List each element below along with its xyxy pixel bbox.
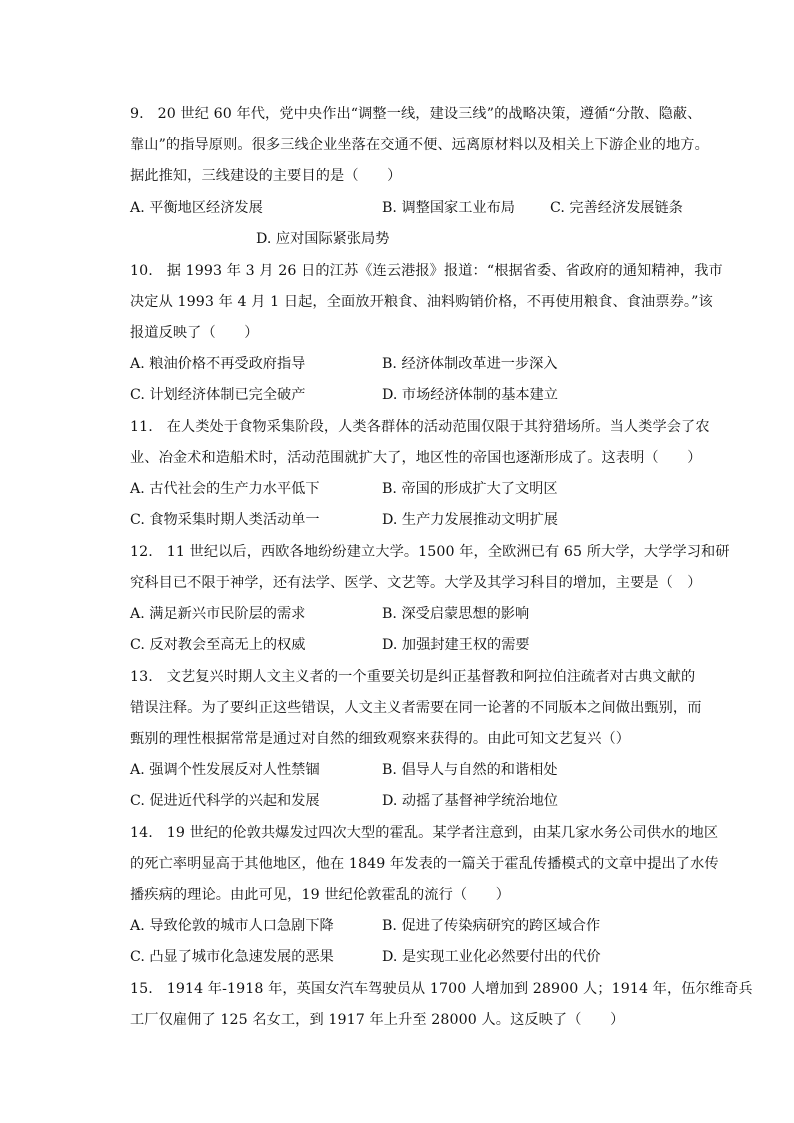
q11-stem-line-1: 11. 在人类处于食物采集阶段，人类各群体的活动范围仅限于其狩猎场所。当人类学会了农	[130, 419, 710, 435]
q15-stem-line-2: 工厂仅雇佣了 125 名女工，到 1917 年上升至 28000 人。这反映了（ ）	[130, 1012, 625, 1028]
q11-stem-line-2: 业、冶金术和造船术时，活动范围就扩大了，地区性的帝国也逐渐形成了。这表明（ ）	[130, 450, 702, 466]
q13-option-b: B. 倡导人与自然的和谐相处	[382, 762, 558, 778]
q13-stem-line-3: 甄别的理性根据常常是通过对自然的细致观察来获得的。由此可知文艺复兴（）	[130, 731, 631, 747]
q9-option-d: D. 应对国际紧张局势	[256, 231, 390, 247]
q10-option-d: D. 市场经济体制的基本建立	[382, 387, 558, 403]
q9-stem-line-2: 靠山”的指导原则。很多三线企业坐落在交通不便、远离原材料以及相关上下游企业的地方。	[130, 137, 709, 153]
q12-stem-line-2: 究科目已不限于神学，还有法学、医学、文艺等。大学及其学习科目的增加，主要是（ ）	[130, 575, 702, 591]
q9-option-a: A. 平衡地区经济发展	[130, 200, 263, 216]
q14-stem-line-3: 播疾病的理论。由此可见，19 世纪伦敦霍乱的流行（ ）	[130, 887, 511, 903]
q13-option-a: A. 强调个性发展反对人性禁锢	[130, 762, 320, 778]
q10-option-c: C. 计划经济体制已完全破产	[130, 387, 306, 403]
q13-stem-line-2: 错误注释。为了要纠正这些错误，人文主义者需要在同一论著的不同版本之间做出甄别，而	[130, 700, 702, 716]
q9-stem-line-1: 9. 20 世纪 60 年代，党中央作出“调整一线，建设三线”的战略决策，遵循“分散、隐蔽、	[130, 106, 702, 122]
q15-stem-line-1: 15. 1914 年-1918 年，英国女汽车驾驶员从 1700 人增加到 28900 人；1914 年，伍尔维奇兵	[130, 981, 753, 997]
q11-option-b: B. 帝国的形成扩大了文明区	[382, 481, 558, 497]
q14-option-c: C. 凸显了城市化急速发展的恶果	[130, 949, 334, 965]
q12-option-c: C. 反对教会至高无上的权威	[130, 637, 306, 653]
q10-stem-line-3: 报道反映了（ ）	[130, 325, 259, 341]
q10-stem-line-2: 决定从 1993 年 4 月 1 日起，全面放开粮食、油料购销价格，不再使用粮食、食油票券。”该	[130, 294, 713, 310]
q14-option-d: D. 是实现工业化必然要付出的代价	[382, 949, 601, 965]
q13-option-d: D. 动摇了基督神学统治地位	[382, 793, 558, 809]
q11-option-d: D. 生产力发展推动文明扩展	[382, 512, 558, 528]
q12-option-a: A. 满足新兴市民阶层的需求	[130, 606, 306, 622]
q10-option-a: A. 粮油价格不再受政府指导	[130, 356, 306, 372]
q11-option-c: C. 食物采集时期人类活动单一	[130, 512, 320, 528]
q12-stem-line-1: 12. 11 世纪以后，西欧各地纷纷建立大学。1500 年，全欧洲已有 65 所大学，大学学习和研	[130, 544, 730, 560]
q13-stem-line-1: 13. 文艺复兴时期人文主义者的一个重要关切是纠正基督教和阿拉伯注疏者对古典文献的	[130, 669, 696, 685]
q12-option-d: D. 加强封建王权的需要	[382, 637, 530, 653]
q10-stem-line-1: 10. 据 1993 年 3 月 26 日的江苏《连云港报》报道：“根据省委、省政府的通知精神，我市	[130, 263, 723, 279]
q9-option-c: C. 完善经济发展链条	[550, 200, 683, 216]
q14-stem-line-1: 14. 19 世纪的伦敦共爆发过四次大型的霍乱。某学者注意到，由某几家水务公司供水的地区	[130, 825, 719, 841]
q13-option-c: C. 促进近代科学的兴起和发展	[130, 793, 320, 809]
q14-option-b: B. 促进了传染病研究的跨区域合作	[382, 918, 601, 934]
q10-option-b: B. 经济体制改革进一步深入	[382, 356, 558, 372]
q14-stem-line-2: 的死亡率明显高于其他地区，他在 1849 年发表的一篇关于霍乱传播模式的文章中提出了水传	[130, 856, 719, 872]
q14-option-a: A. 导致伦敦的城市人口急剧下降	[130, 918, 334, 934]
q12-option-b: B. 深受启蒙思想的影响	[382, 606, 530, 622]
q11-option-a: A. 古代社会的生产力水平低下	[130, 481, 320, 497]
q9-option-b: B. 调整国家工业布局	[382, 200, 515, 216]
q9-stem-line-3: 据此推知，三线建设的主要目的是（ ）	[130, 168, 402, 184]
